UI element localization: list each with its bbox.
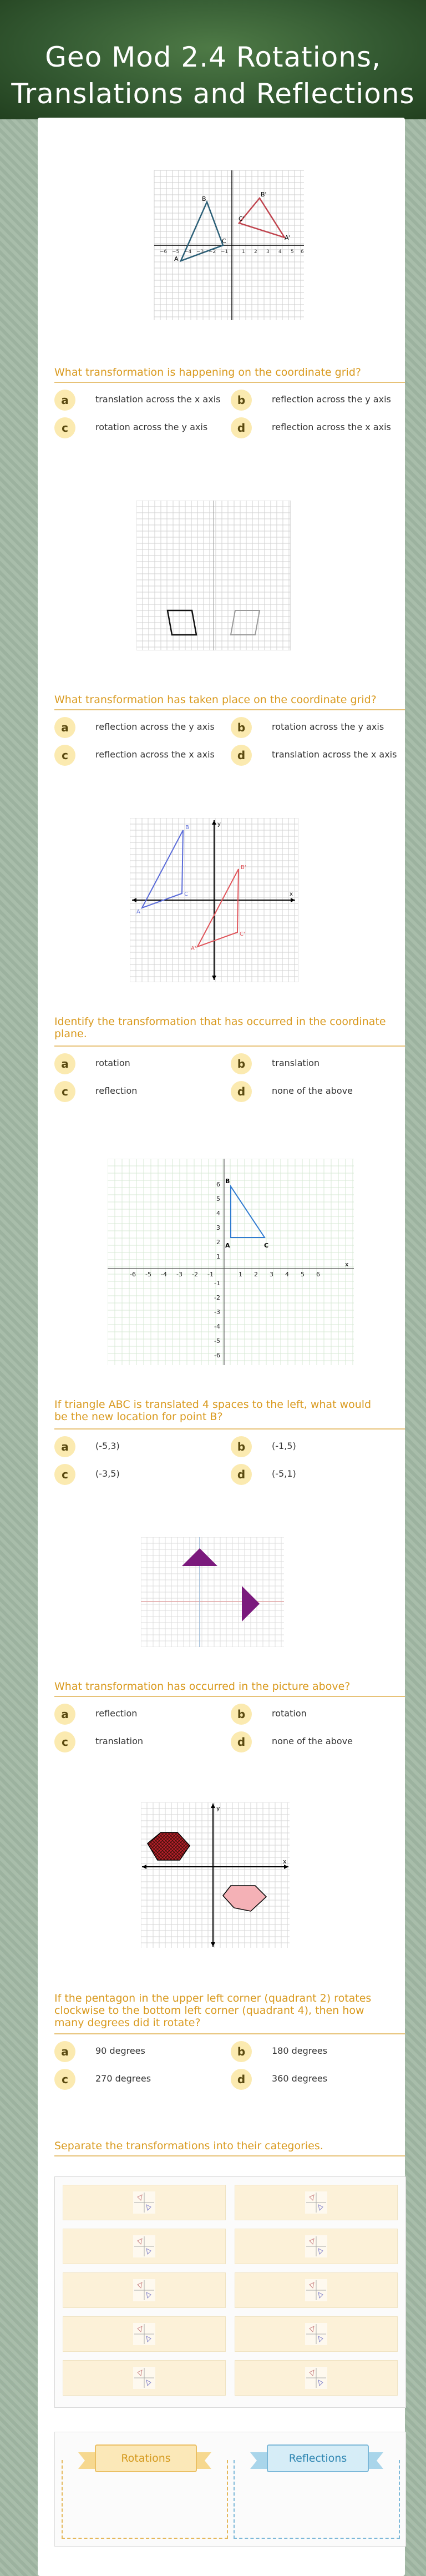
- tick-x-6: 6: [301, 249, 304, 255]
- option-text: 270 degrees: [95, 2073, 151, 2084]
- option-text: 90 degrees: [95, 2045, 145, 2056]
- reflections-label: Reflections: [267, 2444, 369, 2472]
- question-text-line3: many degrees did it rotate?: [54, 2017, 201, 2029]
- tick-y-1: 1: [216, 1253, 220, 1260]
- option-text: reflection across the y axis: [95, 721, 215, 732]
- option-text: translation across the x axis: [95, 394, 221, 405]
- label-c-prime: C': [240, 931, 245, 937]
- option-letter: c: [54, 745, 75, 766]
- tick-y-neg6: -6: [214, 1352, 220, 1359]
- option-letter: c: [54, 417, 75, 438]
- transformation-thumbnail-icon: [305, 2367, 327, 2389]
- option-b[interactable]: [231, 2039, 397, 2061]
- tick-y-neg2: -2: [214, 1294, 220, 1301]
- option-letter: b: [231, 1704, 252, 1725]
- draggable-transformation-card[interactable]: [235, 2316, 398, 2352]
- tick-x-5: 5: [291, 249, 294, 255]
- option-letter: d: [231, 1464, 252, 1485]
- triangle-abc-figure: [108, 1159, 354, 1365]
- option-d[interactable]: [231, 1079, 397, 1101]
- option-letter: b: [231, 2041, 252, 2062]
- option-text: rotation across the y axis: [95, 422, 208, 432]
- option-text: reflection: [95, 1085, 138, 1096]
- draggable-cards-panel: [54, 2176, 406, 2408]
- page-title-line2: Translations and Reflections: [11, 78, 415, 110]
- label-c-prime: C': [239, 215, 245, 223]
- tick-y-neg1: -1: [214, 1280, 220, 1287]
- rotations-bin[interactable]: [62, 2444, 228, 2539]
- option-letter: d: [231, 1731, 252, 1752]
- draggable-transformation-card[interactable]: [63, 2272, 226, 2308]
- label-a: A: [136, 909, 140, 915]
- option-text: none of the above: [272, 1736, 353, 1746]
- reflections-bin[interactable]: [234, 2444, 400, 2539]
- background-pattern-left: [0, 119, 38, 2576]
- label-c: C: [222, 238, 226, 245]
- transformation-thumbnail-icon: [133, 2323, 155, 2345]
- option-letter: d: [231, 2069, 252, 2090]
- tick-y-neg4: -4: [214, 1323, 220, 1330]
- option-d[interactable]: [231, 1462, 397, 1484]
- divider: [54, 2155, 405, 2156]
- axis-label-x: x: [290, 891, 293, 897]
- transformation-thumbnail-icon: [133, 2279, 155, 2301]
- label-c: C: [184, 891, 188, 897]
- option-letter: d: [231, 1081, 252, 1102]
- tick-y-neg3: -3: [214, 1309, 220, 1316]
- worksheet-card: [38, 118, 405, 2576]
- axis-label-x: x: [345, 1261, 349, 1268]
- tick-x-neg1: −1: [221, 249, 229, 255]
- option-b[interactable]: [231, 1434, 397, 1456]
- option-text: translation: [95, 1736, 144, 1746]
- page-header: [0, 0, 426, 119]
- option-text: reflection across the y axis: [272, 394, 391, 405]
- option-letter: d: [231, 417, 252, 438]
- coordinate-grid-figure: [149, 168, 310, 323]
- option-a[interactable]: [54, 387, 221, 410]
- option-text: (-5,1): [272, 1468, 296, 1479]
- draggable-transformation-card[interactable]: [235, 2272, 398, 2308]
- option-letter: a: [54, 1053, 75, 1074]
- transformation-thumbnail-icon: [305, 2235, 327, 2257]
- label-a: A: [174, 255, 179, 262]
- option-a[interactable]: [54, 2039, 221, 2061]
- label-b: B: [185, 825, 189, 831]
- tick-x-2: 2: [254, 1271, 258, 1278]
- label-b-prime: B': [261, 191, 267, 198]
- tick-x-4: 4: [285, 1271, 289, 1278]
- option-b[interactable]: [231, 715, 397, 737]
- transformation-thumbnail-icon: [133, 2235, 155, 2257]
- option-text: rotation: [95, 1058, 130, 1068]
- option-letter: d: [231, 745, 252, 766]
- option-b[interactable]: [231, 387, 397, 410]
- option-a[interactable]: [54, 1701, 221, 1724]
- tick-x-6: 6: [316, 1271, 320, 1278]
- option-text: (-1,5): [272, 1441, 296, 1451]
- question-text-line1: If triangle ABC is translated 4 spaces to the left, what would: [54, 1398, 372, 1411]
- axis-label-y: y: [216, 1805, 220, 1812]
- option-text: reflection across the x axis: [272, 422, 391, 432]
- option-text: translation across the x axis: [272, 749, 397, 760]
- divider: [54, 2033, 405, 2034]
- question-text-line2: plane.: [54, 1028, 87, 1040]
- question-text: What transformation has occurred in the picture above?: [54, 1680, 351, 1693]
- tick-x-3: 3: [266, 249, 270, 255]
- option-letter: c: [54, 1081, 75, 1102]
- sorting-instruction: Separate the transformations into their categories.: [54, 2140, 323, 2152]
- tick-x-5: 5: [301, 1271, 305, 1278]
- option-c[interactable]: [54, 1079, 221, 1101]
- divider: [54, 382, 405, 383]
- tick-x-4: 4: [278, 249, 282, 255]
- option-text: none of the above: [272, 1085, 353, 1096]
- option-c[interactable]: [54, 1462, 221, 1484]
- option-text: rotation: [272, 1708, 307, 1719]
- purple-triangles-figure: [141, 1537, 284, 1647]
- option-c[interactable]: [54, 415, 221, 437]
- transformation-thumbnail-icon: [305, 2191, 327, 2214]
- tick-x-2: 2: [254, 249, 257, 255]
- option-d[interactable]: [231, 1729, 397, 1751]
- tick-x-neg5: -5: [145, 1271, 151, 1278]
- tick-y-neg5: -5: [214, 1337, 220, 1345]
- draggable-transformation-card[interactable]: [235, 2360, 398, 2396]
- transformation-thumbnail-icon: [305, 2323, 327, 2345]
- tick-x-neg3: −3: [196, 249, 204, 255]
- tick-x-3: 3: [270, 1271, 273, 1278]
- axis-label-x: x: [283, 1858, 287, 1865]
- option-text: 180 degrees: [272, 2045, 328, 2056]
- tick-y-4: 4: [216, 1210, 220, 1217]
- tick-x-neg5: −5: [172, 249, 180, 255]
- question-text: What transformation is happening on the coordinate grid?: [54, 366, 361, 378]
- grid-parallelograms-figure: [136, 501, 291, 650]
- transformation-thumbnail-icon: [305, 2279, 327, 2301]
- label-c: C: [264, 1242, 269, 1249]
- question-text-line2: clockwise to the bottom left corner (quadrant 4), then how: [54, 2004, 364, 2017]
- draggable-transformation-card[interactable]: [63, 2360, 226, 2396]
- option-letter: a: [54, 2041, 75, 2062]
- tick-y-3: 3: [216, 1224, 220, 1231]
- option-c[interactable]: [54, 743, 221, 765]
- tick-y-5: 5: [216, 1195, 220, 1203]
- tick-x-1: 1: [242, 249, 245, 255]
- option-letter: a: [54, 1704, 75, 1725]
- tick-x-neg1: -1: [207, 1271, 214, 1278]
- rotations-label: Rotations: [95, 2444, 197, 2472]
- question-text: [54, 1992, 405, 2029]
- option-text: 360 degrees: [272, 2073, 328, 2084]
- label-b: B: [202, 195, 206, 203]
- tick-y-6: 6: [216, 1181, 220, 1188]
- option-c[interactable]: [54, 1729, 221, 1751]
- label-a: A: [225, 1242, 230, 1249]
- draggable-transformation-card[interactable]: [235, 2185, 398, 2220]
- option-d[interactable]: [231, 415, 397, 437]
- label-a-prime: A': [191, 946, 196, 952]
- option-letter: a: [54, 390, 75, 411]
- question-text: [54, 1016, 405, 1040]
- tick-x-neg4: -4: [161, 1271, 167, 1278]
- option-letter: b: [231, 1053, 252, 1074]
- option-letter: c: [54, 2069, 75, 2090]
- divider: [54, 1696, 405, 1697]
- label-b: B: [225, 1178, 230, 1185]
- option-a[interactable]: [54, 715, 221, 737]
- coordinate-plane-figure: [130, 818, 298, 982]
- option-letter: c: [54, 1731, 75, 1752]
- option-text: (-3,5): [95, 1468, 120, 1479]
- axis-label-y: y: [217, 821, 221, 827]
- category-drop-area: [54, 2432, 406, 2547]
- page-title-line1: Geo Mod 2.4 Rotations,: [45, 41, 381, 73]
- tick-y-2: 2: [216, 1239, 220, 1246]
- option-letter: b: [231, 1436, 252, 1457]
- label-b-prime: B': [241, 865, 246, 871]
- question-text-line1: If the pentagon in the upper left corner (quadrant 2) rotates: [54, 1992, 372, 2004]
- tick-x-1: 1: [239, 1271, 242, 1278]
- page-title: [0, 39, 426, 112]
- option-c[interactable]: [54, 2067, 221, 2089]
- tick-x-neg6: -6: [130, 1271, 136, 1278]
- draggable-transformation-card[interactable]: [63, 2316, 226, 2352]
- option-letter: b: [231, 717, 252, 738]
- option-text: rotation across the y axis: [272, 721, 384, 732]
- question-text: What transformation has taken place on the coordinate grid?: [54, 694, 377, 706]
- draggable-transformation-card[interactable]: [63, 2185, 226, 2220]
- divider: [54, 1045, 405, 1047]
- option-b[interactable]: [231, 1051, 397, 1073]
- pentagon-rotation-figure: [141, 1802, 290, 1948]
- option-text: translation: [272, 1058, 320, 1068]
- divider: [54, 1428, 405, 1430]
- option-b[interactable]: [231, 1701, 397, 1724]
- tick-x-neg3: -3: [176, 1271, 182, 1278]
- question-text-line1: Identify the transformation that has occurred in the coordinate: [54, 1016, 386, 1028]
- option-letter: a: [54, 717, 75, 738]
- draggable-transformation-card[interactable]: [63, 2229, 226, 2264]
- option-text: (-5,3): [95, 1441, 120, 1451]
- label-a-prime: A': [285, 234, 291, 241]
- tick-x-neg2: −2: [209, 249, 216, 255]
- question-text-line2: be the new location for point B?: [54, 1411, 223, 1423]
- option-a[interactable]: [54, 1051, 221, 1073]
- transformation-thumbnail-icon: [133, 2367, 155, 2389]
- option-text: reflection across the x axis: [95, 749, 215, 760]
- draggable-transformation-card[interactable]: [235, 2229, 398, 2264]
- question-text: [54, 1398, 405, 1423]
- divider: [54, 709, 405, 710]
- option-letter: a: [54, 1436, 75, 1457]
- option-d[interactable]: [231, 2067, 397, 2089]
- option-a[interactable]: [54, 1434, 221, 1456]
- tick-x-neg6: −6: [160, 249, 168, 255]
- tick-x-neg2: -2: [192, 1271, 198, 1278]
- transformation-thumbnail-icon: [133, 2191, 155, 2214]
- tick-x-neg4: −4: [184, 249, 192, 255]
- option-letter: c: [54, 1464, 75, 1485]
- option-letter: b: [231, 390, 252, 411]
- option-text: reflection: [95, 1708, 138, 1719]
- option-d[interactable]: [231, 743, 397, 765]
